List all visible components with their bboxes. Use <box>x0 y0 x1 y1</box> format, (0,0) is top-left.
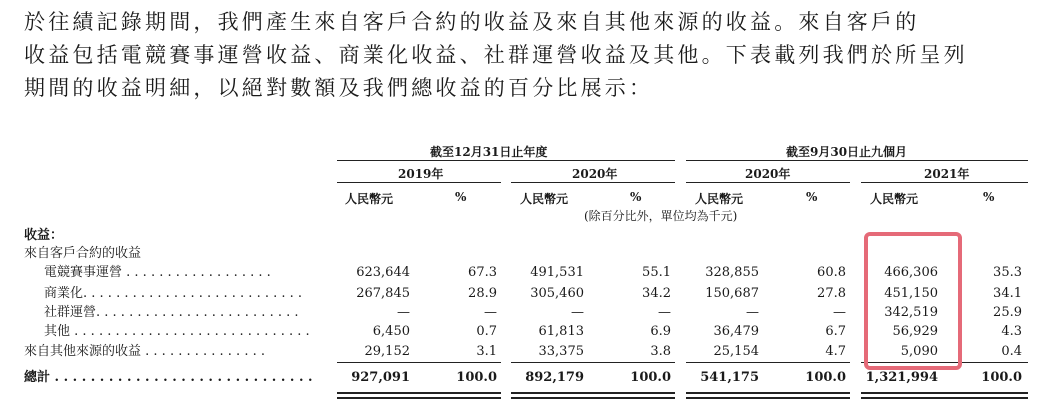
table-cell: 328,855 <box>705 265 759 280</box>
year-rule-4 <box>861 182 1028 183</box>
unit-header: 人民幣元 <box>870 192 919 206</box>
subtotal-rule <box>686 362 850 363</box>
table-cell: 305,460 <box>530 286 584 301</box>
table-cell: — <box>833 305 846 320</box>
year-rule-3 <box>686 182 850 183</box>
table-cell: 56,929 <box>892 324 938 339</box>
table-cell: 4.7 <box>825 344 846 359</box>
row-label-text: 總計 <box>24 370 51 385</box>
paragraph-line-2: 收益包括電競賽事運營收益、商業化收益、社群運營收益及其他。下表載列我們於所呈列 <box>24 43 968 67</box>
table-cell: 927,091 <box>351 370 410 385</box>
row-label-esports: 電競賽事運營 . . . . . . . . . . . . . . . . . . <box>44 265 271 280</box>
table-cell: 6.7 <box>825 324 846 339</box>
year-header-2020a: 2020年 <box>572 167 618 181</box>
row-label-text: 其他 <box>44 324 71 339</box>
table-cell: 5,090 <box>900 344 938 359</box>
table-cell: 34.2 <box>642 286 671 301</box>
table-cell: 4.3 <box>1001 324 1022 339</box>
table-cell: 342,519 <box>884 305 938 320</box>
table-cell: 150,687 <box>705 286 759 301</box>
row-label-contract-revenue: 來自客戶合約的收益 <box>24 246 142 261</box>
unit-header: 人民幣元 <box>520 192 569 206</box>
row-label-other-sources: 來自其他來源的收益 . . . . . . . . . . . . . . . <box>24 344 265 359</box>
table-cell: 100.0 <box>630 370 671 385</box>
table-cell: 25,154 <box>713 344 759 359</box>
table-cell: 100.0 <box>805 370 846 385</box>
table-cell: 27.8 <box>817 286 846 301</box>
pct-header: % <box>806 190 818 204</box>
group-header-annual: 截至12月31日止年度 <box>430 145 548 159</box>
year-header-2019: 2019年 <box>398 167 444 181</box>
highlight-box <box>864 232 962 370</box>
paragraph-line-3: 期間的收益明細，以絕對數額及我們總收益的百分比展示： <box>24 76 654 100</box>
table-cell: 451,150 <box>884 286 938 301</box>
row-label-text: 社群運營 <box>44 305 97 320</box>
table-cell: 60.8 <box>817 265 846 280</box>
table-cell: 100.0 <box>456 370 497 385</box>
table-cell: 623,644 <box>356 265 410 280</box>
total-double-rule <box>511 392 675 394</box>
table-cell: 28.9 <box>468 286 497 301</box>
total-double-rule <box>686 392 850 394</box>
table-cell: 6.9 <box>650 324 671 339</box>
table-cell: 36,479 <box>713 324 759 339</box>
total-double-rule <box>861 397 1028 399</box>
pct-header: % <box>983 190 995 204</box>
group-rule-nine-months <box>686 160 1028 161</box>
year-header-2020b: 2020年 <box>745 167 791 181</box>
row-label-text: 來自其他來源的收益 <box>24 344 142 359</box>
year-rule-2 <box>511 182 675 183</box>
total-double-rule <box>337 392 501 394</box>
row-label-community: 社群運營. . . . . . . . . . . . . . . . . . . . . . . . . <box>44 305 299 320</box>
row-label-commercial: 商業化. . . . . . . . . . . . . . . . . . . . . . . . . . . <box>44 286 303 301</box>
table-cell: 33,375 <box>538 344 584 359</box>
table-cell: 892,179 <box>525 370 584 385</box>
pct-header: % <box>455 190 467 204</box>
table-cell: 100.0 <box>981 370 1022 385</box>
table-cell: 25.9 <box>993 305 1022 320</box>
year-header-2021: 2021年 <box>924 167 970 181</box>
row-label-revenue-heading: 收益： <box>24 228 64 243</box>
row-label-other: 其他 . . . . . . . . . . . . . . . . . . . . . . . . . . . . . <box>44 324 310 339</box>
total-double-rule <box>686 397 850 399</box>
group-rule-annual <box>337 160 675 161</box>
unit-header: 人民幣元 <box>695 192 744 206</box>
paragraph-line-1: 於往績記錄期間，我們產生來自客戶合約的收益及來自其他來源的收益。來自客戶的 <box>24 10 920 34</box>
table-cell: 267,845 <box>356 286 410 301</box>
pct-header: % <box>630 190 642 204</box>
unit-header: 人民幣元 <box>345 192 394 206</box>
total-double-rule <box>511 397 675 399</box>
table-cell: — <box>484 305 497 320</box>
table-cell: — <box>658 305 671 320</box>
table-cell: 466,306 <box>884 265 938 280</box>
table-cell: 29,152 <box>364 344 410 359</box>
table-cell: 6,450 <box>372 324 410 339</box>
table-cell: 67.3 <box>468 265 497 280</box>
table-cell: 1,321,994 <box>865 370 938 385</box>
total-double-rule <box>861 392 1028 394</box>
unit-note: (除百分比外，單位均為千元) <box>584 209 738 223</box>
subtotal-rule <box>337 362 501 363</box>
table-cell: 3.1 <box>476 344 497 359</box>
table-cell: 55.1 <box>642 265 671 280</box>
table-cell: 34.1 <box>993 286 1022 301</box>
group-header-nine-months: 截至9月30日止九個月 <box>786 145 908 159</box>
table-cell: — <box>397 305 410 320</box>
table-cell: 35.3 <box>993 265 1022 280</box>
table-cell: 541,175 <box>700 370 759 385</box>
total-double-rule <box>337 397 501 399</box>
year-rule-1 <box>337 182 501 183</box>
table-cell: 0.7 <box>476 324 497 339</box>
intro-paragraph <box>24 6 1034 105</box>
row-label-text: 商業化 <box>44 286 84 301</box>
table-cell: 0.4 <box>1001 344 1022 359</box>
table-cell: — <box>746 305 759 320</box>
row-label-total: 總計 . . . . . . . . . . . . . . . . . . . . . . . . . . . . . <box>24 370 313 385</box>
table-cell: — <box>571 305 584 320</box>
table-cell: 3.8 <box>650 344 671 359</box>
table-cell: 61,813 <box>538 324 584 339</box>
row-label-text: 電競賽事運營 <box>44 265 123 280</box>
subtotal-rule <box>511 362 675 363</box>
table-cell: 491,531 <box>530 265 584 280</box>
